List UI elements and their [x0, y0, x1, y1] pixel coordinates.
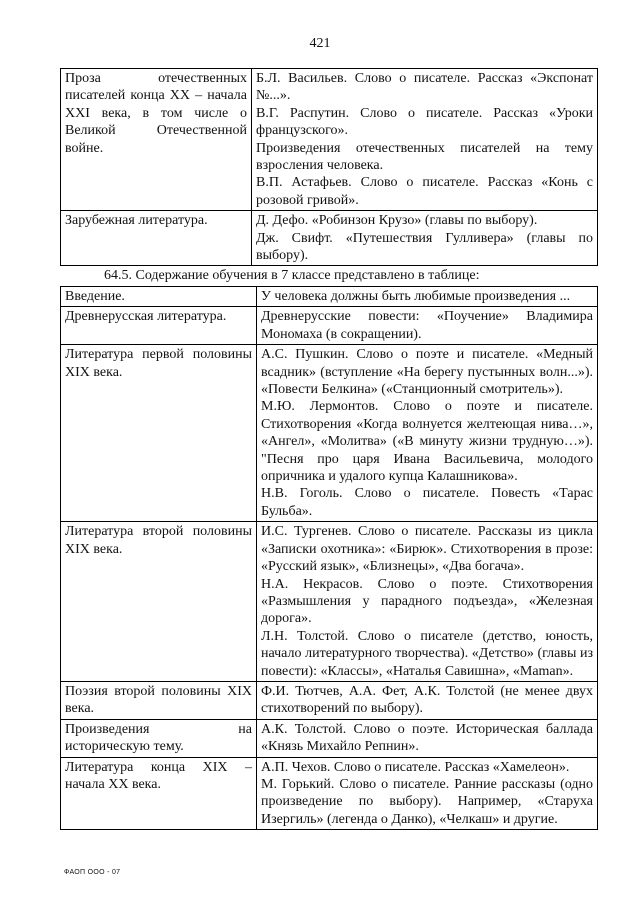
curriculum-table-grade-6-end — [60, 68, 598, 266]
topic-cell: Введение. — [61, 287, 257, 307]
content-paragraph: А.К. Толстой. Слово о поэте. Историческая баллада «Князь Михайло Репнин». — [261, 721, 593, 755]
content-cell — [257, 345, 598, 522]
table-row — [61, 307, 598, 345]
table-row — [61, 69, 598, 211]
content-paragraph: Произведения отечественных писателей на тему взросления человека. — [256, 140, 593, 174]
topic-cell: Древнерусская литература. — [61, 307, 257, 345]
content-cell — [257, 681, 598, 719]
content-paragraph: М. Горький. Слово о писателе. Ранние рассказы (одно произведение по выбору). Например, «Старуха Изергиль» (легенда о Данко), «Челкаш» и другие. — [261, 776, 593, 827]
table-row — [61, 522, 598, 682]
topic-cell: Проза отечественных писателей конца XX – начала XXI века, в том числе о Великой Отечественной войне. — [61, 69, 252, 211]
content-cell — [252, 211, 598, 266]
content-paragraph: Древнерусские повести: «Поучение» Владимира Мономаха (в сокращении). — [261, 309, 593, 342]
content-paragraph: И.С. Тургенев. Слово о писателе. Рассказы из цикла «Записки охотника»: «Бирюк». Стихотворения в прозе: «Русский язык», «Близнецы», «Два богача». — [261, 524, 593, 575]
topic-cell: Литература второй половины XIX века. — [61, 522, 257, 682]
topic-cell: Зарубежная литература. — [61, 211, 252, 266]
content-cell — [252, 69, 598, 211]
content-cell — [257, 287, 598, 307]
content-paragraph: У человека должны быть любимые произведения ... — [261, 289, 571, 304]
content-paragraph: Ф.И. Тютчев, А.А. Фет, А.К. Толстой (не менее двух стихотворений по выбору). — [261, 683, 593, 717]
table-row — [61, 681, 598, 719]
table-row — [61, 211, 598, 266]
content-paragraph: Б.Л. Васильев. Слово о писателе. Рассказ «Экспонат №...». — [256, 71, 593, 104]
content-paragraph: В.П. Астафьев. Слово о писателе. Рассказ «Конь с розовой гривой». — [256, 175, 593, 208]
page-number: 421 — [309, 36, 331, 51]
content-paragraph: Д. Дефо. «Робинзон Крузо» (главы по выбору). — [256, 213, 538, 229]
content-paragraph: А.П. Чехов. Слово о писателе. Рассказ «Хамелеон». — [261, 759, 570, 775]
table-row — [61, 757, 598, 830]
content-paragraph: Н.В. Гоголь. Слово о писателе. Повесть «Тарас Бульба». — [261, 486, 593, 519]
content-paragraph: Л.Н. Толстой. Слово о писателе (детство, юность, начало литературного творчества). «Детство» (главы из повести): «Классы», «Наталья Савишна», «Maman». — [261, 628, 593, 679]
table-row — [61, 719, 598, 757]
content-paragraph: Н.А. Некрасов. Слово о поэте. Стихотворения «Размышления у парадного подъезда», «Железная дорога». — [261, 576, 593, 627]
content-paragraph: Дж. Свифт. «Путешествия Гулливера» (главы по выбору). — [256, 230, 593, 264]
topic-cell: Литература первой половины XIX века. — [61, 345, 257, 522]
table-row — [61, 287, 598, 307]
topic-cell: Поэзия второй половины XIX века. — [61, 681, 257, 719]
curriculum-table-grade-7 — [60, 286, 598, 830]
topic-cell: Литература конца XIX – начала XX века. — [61, 757, 257, 830]
content-cell — [257, 307, 598, 345]
table-row — [61, 345, 598, 522]
topic-cell: Произведения на историческую тему. — [61, 719, 257, 757]
content-paragraph: А.С. Пушкин. Слово о поэте и писателе. «Медный всадник» (вступление «На берегу пустынных волн...»). «Повести Белкина» («Станционный смотритель»). — [261, 347, 593, 398]
content-paragraph: М.Ю. Лермонтов. Слово о поэте и писателе. Стихотворения «Когда волнуется желтеющая нива…», «Ангел», «Молитва» («В минуту жизни трудную…»). "Песня про царя Ивана Васильевича, молодого опричника и удалого купца Калашникова». — [261, 399, 593, 485]
section-intro: 64.5. Содержание обучения в 7 классе представлено в таблице: — [104, 268, 480, 283]
content-cell — [257, 522, 598, 682]
document-footer-code: ФАОП ООО - 07 — [64, 869, 121, 876]
content-paragraph: В.Г. Распутин. Слово о писателе. Рассказ «Уроки французского». — [256, 105, 593, 139]
content-cell — [257, 757, 598, 830]
content-cell — [257, 719, 598, 757]
